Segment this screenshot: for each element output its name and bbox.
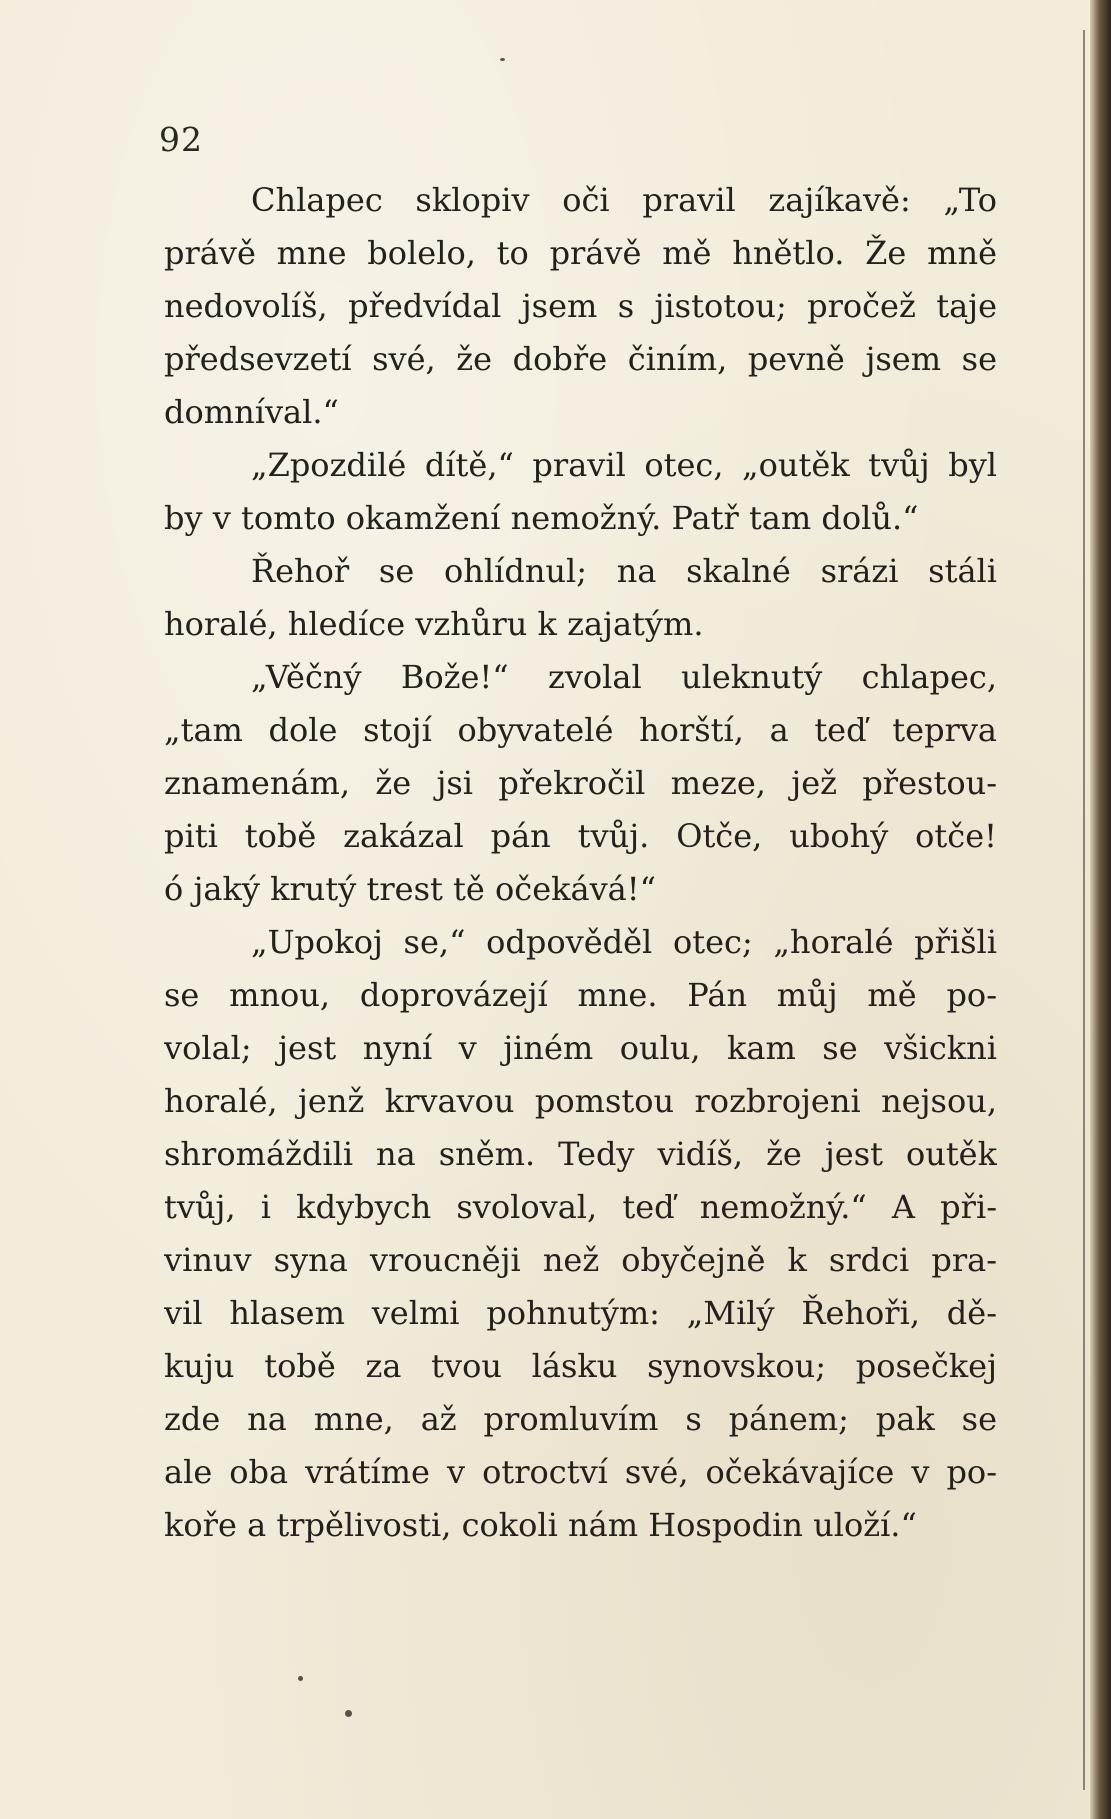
text-line: koře a trpělivosti, cokoli nám Hospodin uloží.“ <box>164 1506 917 1544</box>
text-line: piti tobě zakázal pán tvůj. Otče, ubohý otče! <box>164 817 997 855</box>
text-line: Chlapec sklopiv oči pravil zajíkavě: „To <box>251 181 997 219</box>
text-line: „Upokoj se,“ odpověděl otec; „horalé přišli <box>251 923 997 961</box>
text-line: domníval.“ <box>164 393 339 431</box>
text-line: horalé, jenž krvavou pomstou rozbrojeni nejsou, <box>164 1082 997 1120</box>
text-line: Řehoř se ohlídnul; na skalné srázi stáli <box>251 552 997 590</box>
text-line: vil hlasem velmi pohnutým: „Milý Řehoři, dě- <box>164 1294 997 1332</box>
text-line: „Věčný Bože!“ zvolal uleknutý chlapec, <box>251 658 997 696</box>
text-line: právě mne bolelo, to právě mě hnětlo. Že mně <box>164 234 997 272</box>
paper-speck <box>500 58 505 61</box>
page-number: 92 <box>159 120 203 159</box>
text-line: „tam dole stojí obyvatelé horští, a teď teprva <box>164 711 997 749</box>
text-line: předsevzetí své, že dobře činím, pevně jsem se <box>164 340 997 378</box>
text-line: horalé, hledíce vzhůru k zajatým. <box>164 605 704 643</box>
text-line: „Zpozdilé dítě,“ pravil otec, „outěk tvůj byl <box>251 446 997 484</box>
text-line: shromáždili na sněm. Tedy vidíš, že jest outěk <box>164 1135 997 1173</box>
book-binding-edge <box>1090 0 1111 1819</box>
text-line: se mnou, doprovázejí mne. Pán můj mě po- <box>164 976 997 1014</box>
text-line: znamenám, že jsi překročil meze, jež přestou- <box>164 764 997 802</box>
text-line: by v tomto okamžení nemožný. Patř tam dolů.“ <box>164 499 919 537</box>
text-line: kuju tobě za tvou lásku synovskou; posečkej <box>164 1347 997 1385</box>
page-fold-line <box>1083 30 1085 1790</box>
paper-speck <box>345 1710 352 1717</box>
text-line: ó jaký krutý trest tě očekává!“ <box>164 870 656 908</box>
text-line: ale oba vrátíme v otroctví své, očekávajíce v po- <box>164 1453 997 1491</box>
text-line: zde na mne, až promluvím s pánem; pak se <box>164 1400 997 1438</box>
paper-speck <box>298 1676 303 1681</box>
body-text <box>164 174 997 1552</box>
text-line: volal; jest nyní v jiném oulu, kam se všickni <box>164 1029 997 1067</box>
text-line: tvůj, i kdybych svoloval, teď nemožný.“ A při- <box>164 1188 997 1226</box>
text-line: nedovolíš, předvídal jsem s jistotou; pročež taje <box>164 287 997 325</box>
text-line: vinuv syna vroucněji než obyčejně k srdci pra- <box>164 1241 997 1279</box>
